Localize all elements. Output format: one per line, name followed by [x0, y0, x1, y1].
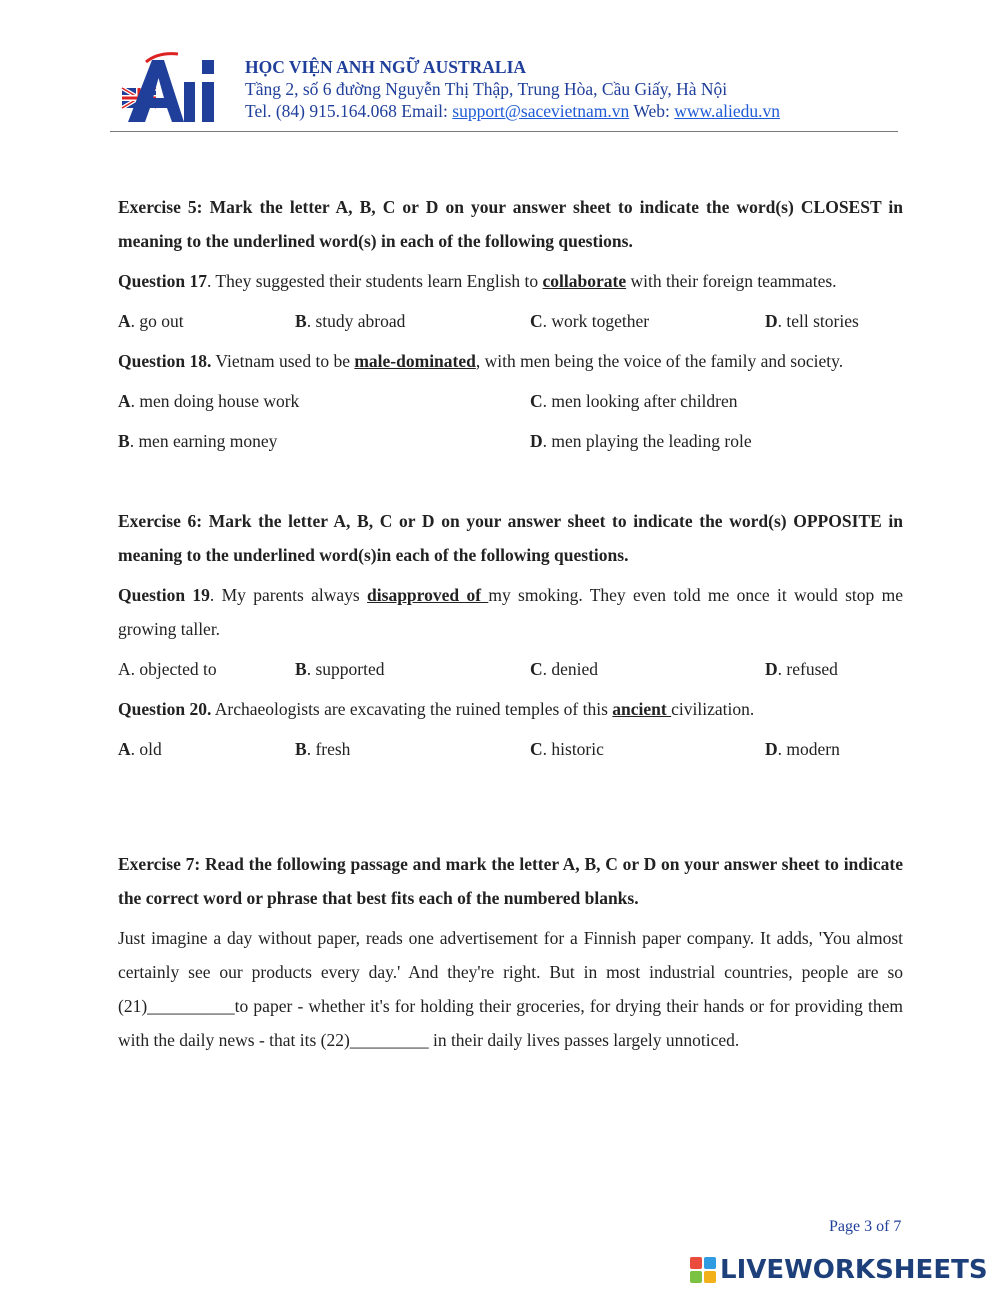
option-d[interactable]: D. tell stories [765, 311, 859, 331]
underlined-word: male-dominated [354, 351, 476, 371]
question-label: Question 20. [118, 699, 212, 719]
option-b[interactable]: B. fresh [295, 739, 351, 759]
tel-label: Tel. (84) 915.164.068 Email: [245, 101, 448, 121]
question-19-options [118, 652, 903, 686]
email-link[interactable]: support@sacevietnam.vn [452, 101, 630, 121]
header-text [245, 56, 780, 122]
web-link[interactable]: www.aliedu.vn [674, 101, 781, 121]
question-19 [118, 578, 903, 646]
option-a[interactable]: A. old [118, 739, 162, 759]
option-d[interactable]: D. modern [765, 739, 840, 759]
exercise-7-instruction: Exercise 7: Read the following passage and mark the letter A, B, C or D on your answer sheet to indicate the correct word or phrase that best fits each of the numbered blanks. [118, 854, 903, 908]
option-d[interactable]: D. men playing the leading role [530, 431, 752, 451]
question-text: . They suggested their students learn English to [206, 271, 543, 291]
brand-name: LIVEWORKSHEETS [720, 1255, 988, 1285]
question-label: Question 17 [118, 271, 207, 291]
option-a[interactable]: A. objected to [118, 659, 217, 679]
option-b[interactable]: B. supported [295, 659, 385, 679]
question-label: Question 19 [118, 585, 210, 605]
option-c[interactable]: C. historic [530, 739, 604, 759]
option-a[interactable]: A. go out [118, 311, 184, 331]
option-d[interactable]: D. refused [765, 659, 838, 679]
reading-passage: Just imagine a day without paper, reads one advertisement for a Finnish paper company. It adds, 'You almost certainly see our products every day.' And they're right. But in most industrial countries, people are so (21)__________to paper - whether it's for holding their groceries, for drying their hands or for providing them with the daily news - that its (22)_________ in their daily lives passes largely unnoticed. [118, 928, 903, 1050]
question-20-options [118, 732, 903, 766]
question-text: civilization. [671, 699, 755, 719]
question-18 [118, 344, 903, 378]
question-text: Archaeologists are excavating the ruined temples of this [211, 699, 613, 719]
page-number: Page 3 of 7 [829, 1218, 902, 1235]
option-c[interactable]: C. men looking after children [530, 391, 738, 411]
question-text: Vietnam used to be [211, 351, 355, 371]
exercise-6-instruction: Exercise 6: Mark the letter A, B, C or D on your answer sheet to indicate the word(s) OPPOSITE in meaning to the underlined word(s)in each of the following questions. [118, 511, 903, 565]
question-18-options-row-2 [118, 424, 903, 458]
question-text: my smoking. They even told me once it would stop me growing taller. [118, 585, 903, 639]
option-b[interactable]: B. men earning money [118, 431, 278, 451]
underlined-word: disapproved of [367, 585, 489, 605]
school-address: Tầng 2, số 6 đường Nguyễn Thị Thập, Trung Hòa, Cầu Giấy, Hà Nội [245, 79, 728, 99]
question-text: , with men being the voice of the family and society. [475, 351, 844, 371]
option-c[interactable]: C. work together [530, 311, 650, 331]
question-text: . My parents always [209, 585, 368, 605]
ali-logo [118, 50, 228, 126]
liveworksheets-logo-icon [690, 1257, 716, 1283]
question-text: with their foreign teammates. [626, 271, 837, 291]
page-header [110, 48, 898, 132]
underlined-word: collaborate [542, 271, 627, 291]
liveworksheets-brand[interactable] [690, 1255, 988, 1285]
web-label: Web: [633, 101, 670, 121]
option-a[interactable]: A. men doing house work [118, 391, 300, 411]
question-17 [118, 264, 903, 298]
school-name: HỌC VIỆN ANH NGỮ AUSTRALIA [245, 57, 527, 77]
option-b[interactable]: B. study abroad [295, 311, 406, 331]
underlined-word: ancient [612, 699, 672, 719]
exercise-5-instruction: Exercise 5: Mark the letter A, B, C or D on your answer sheet to indicate the word(s) CLOSEST in meaning to the underlined word(s) in each of the following questions. [118, 197, 903, 251]
question-label: Question 18. [118, 351, 212, 371]
worksheet-content [118, 190, 903, 1063]
question-20 [118, 692, 903, 726]
question-17-options [118, 304, 903, 338]
question-18-options-row-1 [118, 384, 903, 418]
option-c[interactable]: C. denied [530, 659, 599, 679]
contact-line [245, 100, 780, 122]
